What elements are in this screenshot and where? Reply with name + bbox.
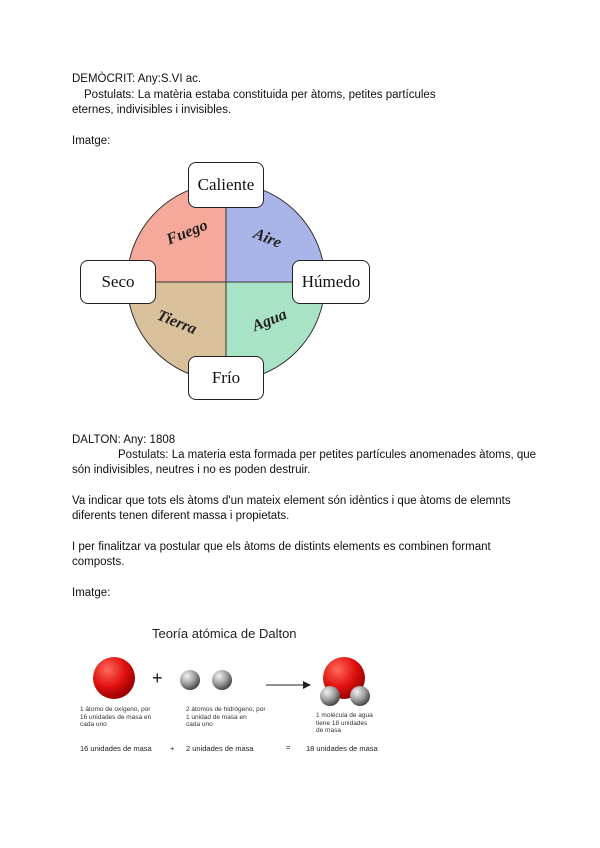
box-frio: Frío [188,356,264,400]
box-humedo: Húmedo [292,260,370,304]
water-hydrogen-atom-1 [320,686,340,706]
dalton-figure-title: Teoría atómica de Dalton [152,626,297,641]
eq-equals: = [286,743,291,752]
eq-mid: 2 unidades de masa [186,744,254,753]
dalton-para2-line1: Va indicar que tots els àtoms d'un mateix element són idèntics i que àtoms de elemnts [72,495,511,507]
dalton-para3-line1: I per finalitzar va postular que els àtoms de distints elements es combinen formant [72,541,491,553]
hydrogen-atom-2 [212,670,232,690]
quadrant-label-tierra: Tierra [154,306,200,339]
eq-left: 16 unidades de masa [80,744,152,753]
plus-sign: + [152,668,163,688]
quadrant-label-agua: Agua [249,305,290,336]
dalton-imatge-label: Imatge: [72,587,111,599]
oxygen-atom [93,657,135,699]
eq-right: 18 unidades de masa [306,744,378,753]
dalton-heading: DALTON: Any: 1808 [72,434,176,446]
hydrogen-caption: 2 átomos de hidrógeno, por 1 unidad de masa en cada uno [186,706,266,728]
elements-diagram [78,160,374,404]
dalton-postulats-line2: són indivisibles, neutres i no es poden destruir. [72,464,311,476]
hydrogen-atom-1 [180,670,200,690]
eq-plus: + [170,744,175,753]
water-caption: 1 molécula de agua tiene 18 unidades de masa [316,712,373,734]
oxygen-caption: 1 átomo de oxígeno, por 16 unidades de masa en cada uno [80,706,152,728]
dalton-para2-line2: diferents tenen diferent massa i propietats. [72,510,290,522]
quadrant-label-fuego: Fuego [164,216,211,249]
democrit-heading: DEMÒCRIT: Any:S.VI ac. [72,73,202,85]
democrit-imatge-label: Imatge: [72,135,111,147]
dalton-para3-line2: composts. [72,556,125,568]
democrit-postulats-line1: Postulats: La matèria estaba constituida per àtoms, petites partícules [84,89,436,101]
democrit-postulats-line2: eternes, indivisibles i invisibles. [72,104,232,116]
box-seco: Seco [80,260,156,304]
water-hydrogen-atom-2 [350,686,370,706]
dalton-postulats-line1: Postulats: La materia esta formada per petites partícules anomenades àtoms, que [118,449,537,461]
box-caliente: Caliente [188,162,264,208]
dalton-figure [76,622,396,762]
quadrant-label-aire: Aire [251,225,284,252]
